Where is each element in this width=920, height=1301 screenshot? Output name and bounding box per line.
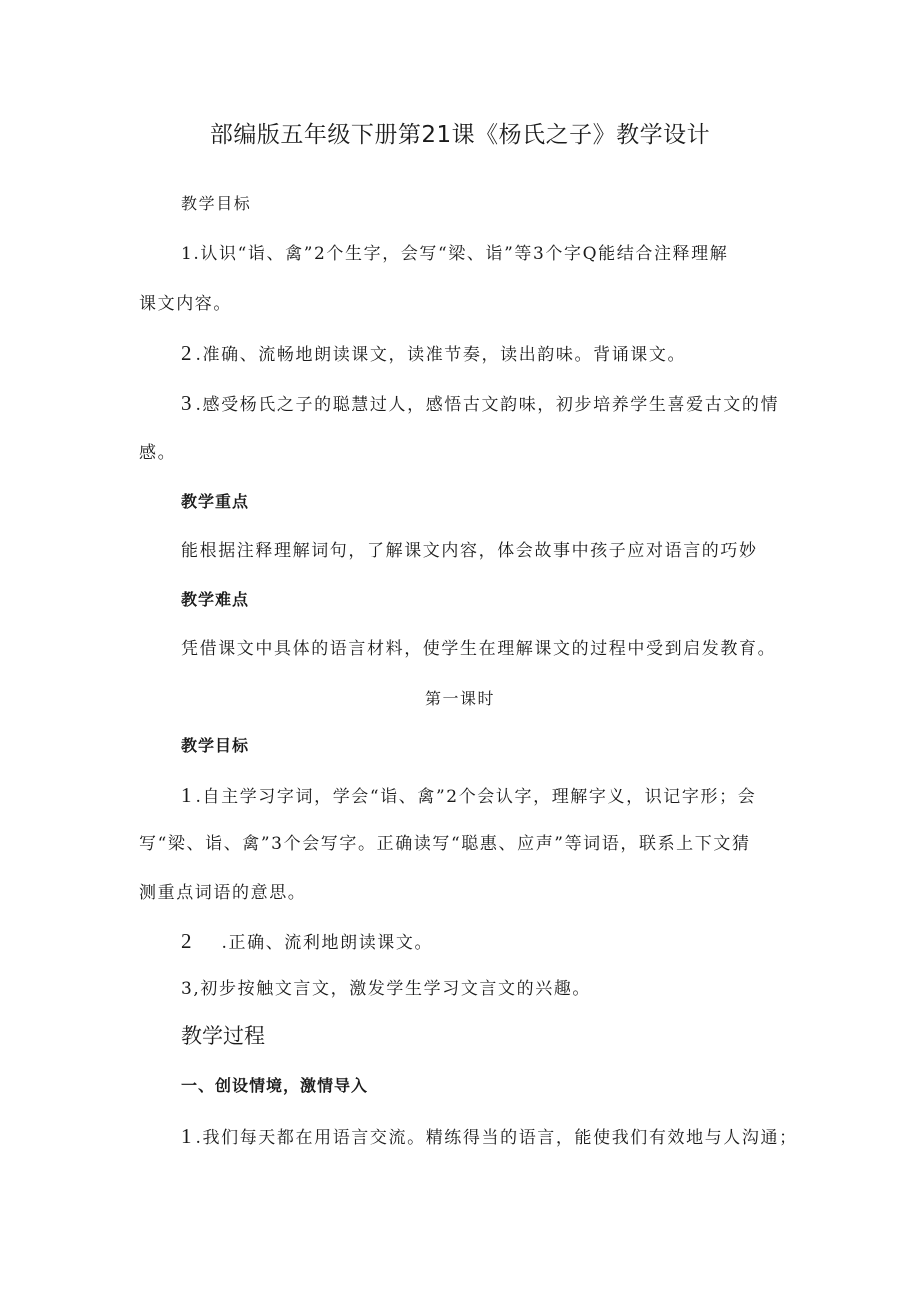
lesson-objective-1-number: 1 [181, 783, 192, 807]
objective-1-line-1: 1.认识“诣、禽”2个生字，会写“梁、诣”等3个字Q能结合注释理解 [181, 244, 729, 264]
objective-1-line-2: 课文内容。 [139, 294, 232, 314]
key-points-text: 能根据注释理解词句，了解课文内容，体会故事中孩子应对语言的巧妙 [181, 541, 758, 561]
section-objectives-label: 教学目标 [181, 194, 252, 213]
objective-3-text: .感受杨氏之子的聪慧过人，感悟古文韵味，初步培养学生喜爱古文的情 [195, 395, 780, 415]
lesson-one-heading: 第一课时 [424, 689, 495, 708]
difficulties-text: 凭借课文中具体的语言材料，使学生在理解课文的过程中受到启发教育。 [181, 639, 777, 659]
objective-3-line-2: 感。 [139, 443, 177, 463]
key-points-heading: 教学重点 [181, 492, 250, 511]
step-1-number: 1 [181, 1124, 192, 1148]
objective-3-number: 3 [181, 391, 192, 415]
lesson-objective-1-text: .自主学习字词，学会“诣、禽”2个会认字，理解字义，识记字形；会 [195, 787, 757, 807]
objective-3 [181, 391, 779, 417]
lesson-objectives-heading: 教学目标 [181, 736, 250, 755]
difficulties-heading: 教学难点 [181, 590, 250, 609]
step-1-paragraph [181, 1124, 798, 1150]
lesson-objective-1-line-3: 测重点词语的意思。 [139, 883, 307, 903]
process-heading: 教学过程 [181, 1024, 265, 1048]
lesson-objective-2-text: .正确、流利地朗读课文。 [221, 933, 434, 953]
objective-2-text: .准确、流畅地朗读课文，读准节奏，读出韵味。背诵课文。 [195, 345, 687, 365]
document-title: 部编版五年级下册第21课《杨氏之子》教学设计 [209, 122, 711, 148]
objective-2 [181, 341, 686, 367]
lesson-objective-2-number: 2 [181, 929, 192, 953]
objective-2-number: 2 [181, 341, 192, 365]
lesson-objective-3: 3,初步按触文言文，激发学生学习文言文的兴趣。 [181, 979, 592, 999]
lesson-objective-2 [181, 929, 433, 955]
step-1-text: .我们每天都在用语言交流。精练得当的语言，能使我们有效地与人沟通； [195, 1128, 798, 1148]
lesson-objective-1-line-2: 写“梁、诣、禽”3个会写字。正确读写“聪惠、应声”等词语，联系上下文猜 [139, 834, 751, 854]
lesson-objective-1-line-1 [181, 783, 756, 809]
step-1-heading: 一、创设情境，激情导入 [181, 1076, 369, 1095]
